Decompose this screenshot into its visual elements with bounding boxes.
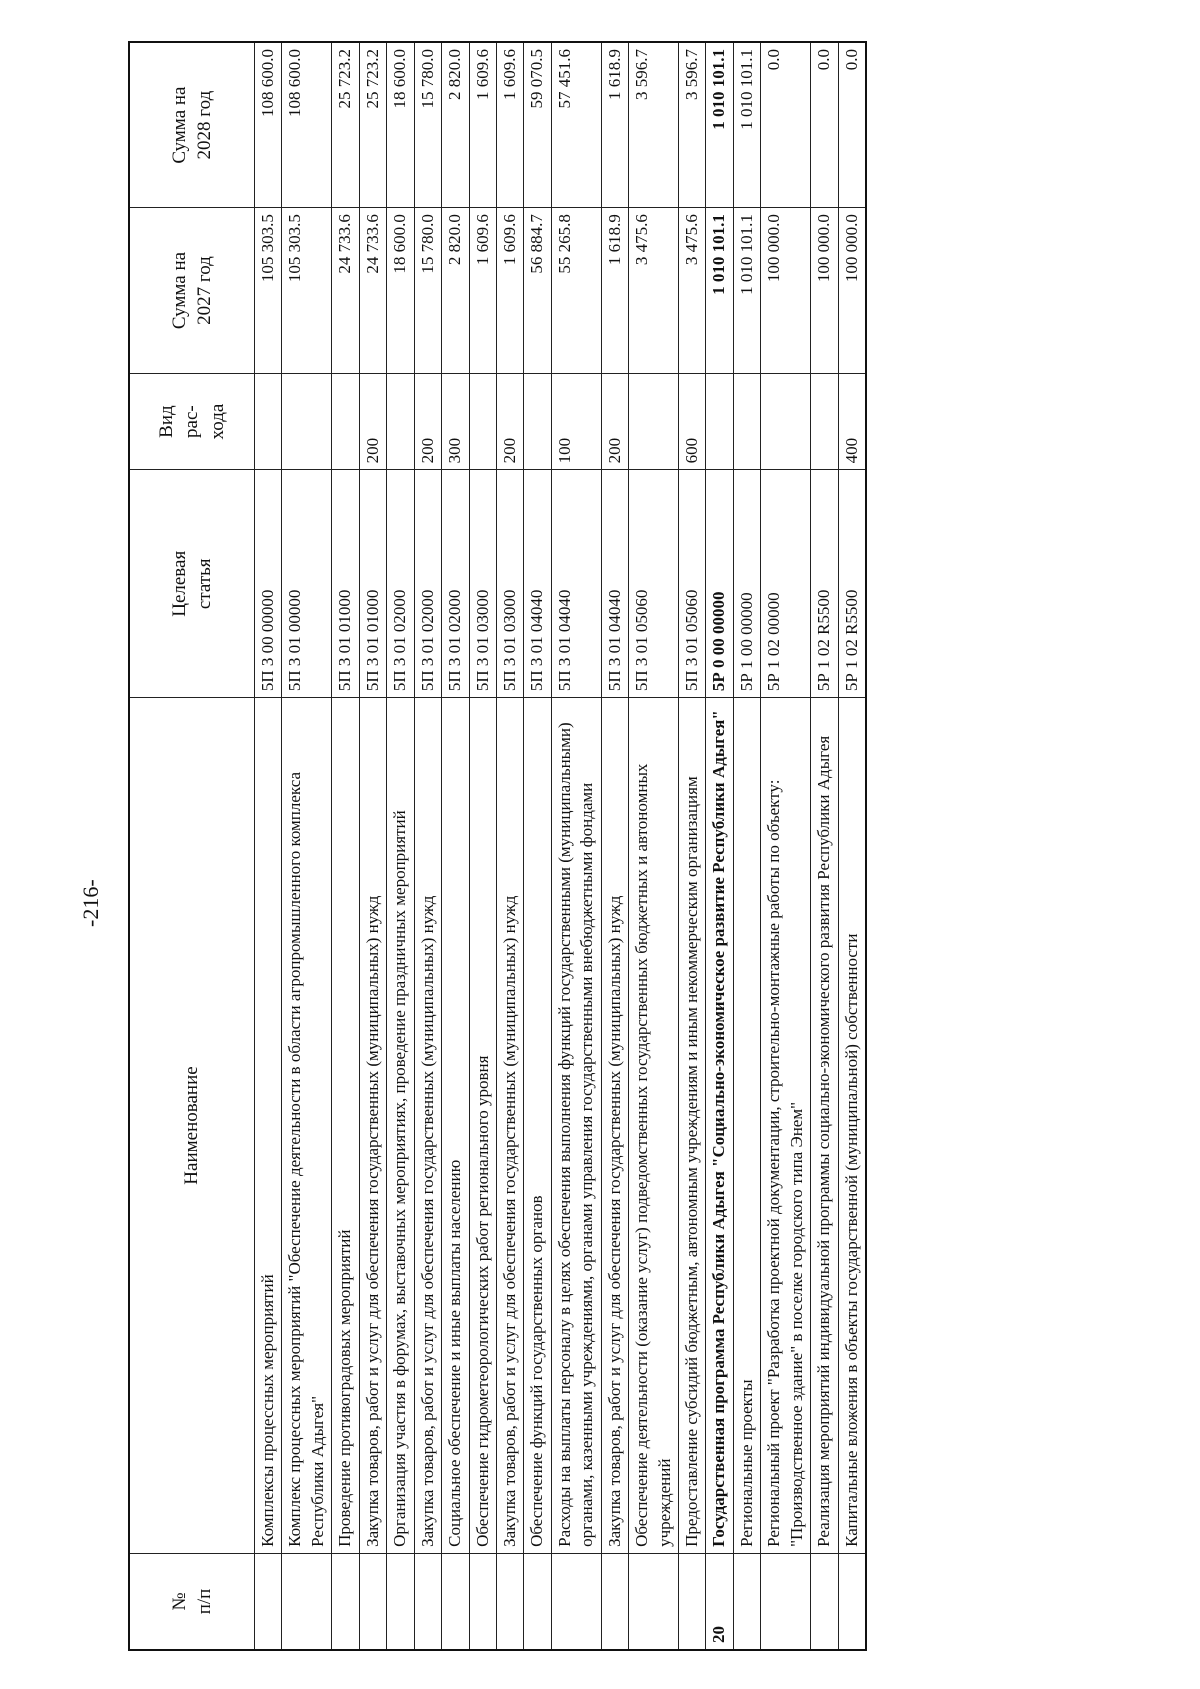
cell-sum-2027: 1 609.6 — [469, 208, 496, 374]
cell-sum-2028: 59 070.5 — [524, 42, 551, 208]
cell-no — [496, 1553, 523, 1650]
cell-no — [332, 1553, 359, 1650]
cell-code: 5П 3 01 02000 — [442, 470, 469, 698]
page-number: -216- — [78, 879, 103, 927]
table-row — [761, 42, 811, 1650]
cell-type — [387, 373, 414, 470]
cell-sum-2028: 1 010 101.1 — [733, 42, 760, 208]
cell-code: 5П 3 01 04040 — [601, 470, 628, 698]
cell-sum-2028: 108 600.0 — [255, 42, 282, 208]
cell-sum-2027: 105 303.5 — [282, 208, 332, 374]
cell-sum-2028: 1 609.6 — [496, 42, 523, 208]
cell-sum-2028: 18 600.0 — [387, 42, 414, 208]
cell-sum-2028: 25 723.2 — [332, 42, 359, 208]
cell-sum-2027: 1 010 101.1 — [706, 208, 733, 374]
cell-name: Расходы на выплаты персоналу в целях обеспечения выполнения функций государственными (муниципальными) органами, казенными учреждениями, органами управления государственными внебюджетными фондами — [551, 698, 601, 1554]
cell-type — [706, 373, 733, 470]
header-name: Наименование — [129, 698, 255, 1554]
cell-sum-2028: 1 609.6 — [469, 42, 496, 208]
cell-sum-2027: 1 010 101.1 — [733, 208, 760, 374]
cell-code: 5Р 1 02 R5500 — [838, 470, 866, 698]
cell-sum-2027: 100 000.0 — [838, 208, 866, 374]
cell-name: Закупка товаров, работ и услуг для обеспечения государственных (муниципальных) нужд — [414, 698, 441, 1554]
cell-no — [442, 1553, 469, 1650]
table-row — [332, 42, 359, 1650]
cell-name: Обеспечение деятельности (оказание услуг) подведомственных государственных бюджетных и автономных учреждений — [629, 698, 679, 1554]
cell-no — [761, 1553, 811, 1650]
cell-name: Государственная программа Республики Адыгея "Социально-экономическое развитие Республики Адыгея" — [706, 698, 733, 1554]
cell-code: 5Р 1 00 00000 — [733, 470, 760, 698]
table-row — [496, 42, 523, 1650]
table-body — [255, 42, 867, 1650]
cell-sum-2028: 15 780.0 — [414, 42, 441, 208]
cell-sum-2027: 3 475.6 — [679, 208, 706, 374]
cell-type: 200 — [359, 373, 386, 470]
cell-no — [601, 1553, 628, 1650]
cell-name: Реализация мероприятий индивидуальной программы социально-экономического развития Республики Адыгея — [811, 698, 838, 1554]
table-row — [387, 42, 414, 1650]
cell-type — [811, 373, 838, 470]
cell-name: Обеспечение гидрометеорологических работ регионального уровня — [469, 698, 496, 1554]
cell-sum-2027: 15 780.0 — [414, 208, 441, 374]
cell-sum-2027: 105 303.5 — [255, 208, 282, 374]
cell-sum-2028: 25 723.2 — [359, 42, 386, 208]
cell-sum-2028: 3 596.7 — [629, 42, 679, 208]
cell-no — [387, 1553, 414, 1650]
cell-type — [761, 373, 811, 470]
cell-sum-2027: 1 609.6 — [496, 208, 523, 374]
cell-sum-2028: 0.0 — [761, 42, 811, 208]
cell-sum-2028: 1 010 101.1 — [706, 42, 733, 208]
header-type: Вид рас- хода — [129, 373, 255, 470]
cell-no — [359, 1553, 386, 1650]
cell-sum-2027: 56 884.7 — [524, 208, 551, 374]
cell-sum-2027: 2 820.0 — [442, 208, 469, 374]
cell-name: Организация участия в форумах, выставочных мероприятиях, проведение праздничных мероприятий — [387, 698, 414, 1554]
cell-type — [733, 373, 760, 470]
table-row — [629, 42, 679, 1650]
cell-code: 5П 3 01 01000 — [359, 470, 386, 698]
cell-type: 400 — [838, 373, 866, 470]
cell-no — [414, 1553, 441, 1650]
table-row — [601, 42, 628, 1650]
table-row — [706, 42, 733, 1650]
cell-code: 5П 3 01 02000 — [387, 470, 414, 698]
cell-name: Комплексы процессных мероприятий — [255, 698, 282, 1554]
table-row — [282, 42, 332, 1650]
cell-type: 300 — [442, 373, 469, 470]
cell-sum-2028: 108 600.0 — [282, 42, 332, 208]
cell-sum-2027: 3 475.6 — [629, 208, 679, 374]
cell-type: 200 — [496, 373, 523, 470]
table-row — [442, 42, 469, 1650]
cell-sum-2027: 18 600.0 — [387, 208, 414, 374]
cell-type: 100 — [551, 373, 601, 470]
header-no: № п/п — [129, 1553, 255, 1650]
cell-name: Обеспечение функций государственных органов — [524, 698, 551, 1554]
header-sum-2027: Сумма на 2027 год — [129, 208, 255, 374]
cell-sum-2028: 0.0 — [811, 42, 838, 208]
header-sum-2028: Сумма на 2028 год — [129, 42, 255, 208]
table-row — [733, 42, 760, 1650]
cell-type — [524, 373, 551, 470]
cell-type — [282, 373, 332, 470]
table-row — [679, 42, 706, 1650]
cell-code: 5П 3 01 03000 — [496, 470, 523, 698]
budget-table — [128, 41, 867, 1651]
cell-name: Капитальные вложения в объекты государственной (муниципальной) собственности — [838, 698, 866, 1554]
cell-type: 600 — [679, 373, 706, 470]
cell-code: 5П 3 01 05060 — [679, 470, 706, 698]
cell-code: 5П 3 01 01000 — [332, 470, 359, 698]
cell-code: 5П 3 01 04040 — [551, 470, 601, 698]
cell-name: Социальное обеспечение и иные выплаты населению — [442, 698, 469, 1554]
cell-no: 20 — [706, 1553, 733, 1650]
table-row — [255, 42, 282, 1650]
table-row — [524, 42, 551, 1650]
cell-sum-2027: 100 000.0 — [811, 208, 838, 374]
cell-sum-2028: 1 618.9 — [601, 42, 628, 208]
cell-type: 200 — [414, 373, 441, 470]
cell-code: 5П 3 01 04040 — [524, 470, 551, 698]
cell-no — [838, 1553, 866, 1650]
cell-sum-2027: 24 733.6 — [332, 208, 359, 374]
cell-type — [629, 373, 679, 470]
cell-no — [282, 1553, 332, 1650]
cell-name: Закупка товаров, работ и услуг для обеспечения государственных (муниципальных) нужд — [359, 698, 386, 1554]
cell-no — [551, 1553, 601, 1650]
cell-no — [733, 1553, 760, 1650]
cell-type — [332, 373, 359, 470]
cell-sum-2028: 57 451.6 — [551, 42, 601, 208]
table-row — [551, 42, 601, 1650]
cell-no — [629, 1553, 679, 1650]
header-code: Целевая статья — [129, 470, 255, 698]
cell-code: 5Р 1 02 00000 — [761, 470, 811, 698]
cell-code: 5П 3 01 05060 — [629, 470, 679, 698]
cell-sum-2027: 24 733.6 — [359, 208, 386, 374]
cell-sum-2027: 1 618.9 — [601, 208, 628, 374]
table-row — [469, 42, 496, 1650]
cell-name: Проведение противоградовых мероприятий — [332, 698, 359, 1554]
cell-sum-2027: 55 265.8 — [551, 208, 601, 374]
cell-name: Закупка товаров, работ и услуг для обеспечения государственных (муниципальных) нужд — [601, 698, 628, 1554]
table-row — [838, 42, 866, 1650]
table-row — [811, 42, 838, 1650]
cell-sum-2027: 100 000.0 — [761, 208, 811, 374]
cell-code: 5П 3 00 00000 — [255, 470, 282, 698]
cell-sum-2028: 0.0 — [838, 42, 866, 208]
cell-no — [469, 1553, 496, 1650]
cell-code: 5Р 0 00 00000 — [706, 470, 733, 698]
cell-no — [811, 1553, 838, 1650]
cell-sum-2028: 3 596.7 — [679, 42, 706, 208]
cell-no — [255, 1553, 282, 1650]
cell-no — [524, 1553, 551, 1650]
table-row — [414, 42, 441, 1650]
cell-sum-2028: 2 820.0 — [442, 42, 469, 208]
cell-name: Закупка товаров, работ и услуг для обеспечения государственных (муниципальных) нужд — [496, 698, 523, 1554]
cell-type — [255, 373, 282, 470]
table-header-row — [129, 42, 255, 1650]
cell-type — [469, 373, 496, 470]
cell-code: 5П 3 01 00000 — [282, 470, 332, 698]
cell-no — [679, 1553, 706, 1650]
cell-code: 5П 3 01 02000 — [414, 470, 441, 698]
cell-type: 200 — [601, 373, 628, 470]
cell-code: 5Р 1 02 R5500 — [811, 470, 838, 698]
cell-name: Комплекс процессных мероприятий "Обеспечение деятельности в области агропромышленного комплекса Республики Адыгея" — [282, 698, 332, 1554]
cell-name: Региональные проекты — [733, 698, 760, 1554]
cell-name: Региональный проект "Разработка проектной документации, строительно-монтажные работы по объекту: "Производственное здание" в поселке городского типа Энем" — [761, 698, 811, 1554]
cell-code: 5П 3 01 03000 — [469, 470, 496, 698]
table-row — [359, 42, 386, 1650]
cell-name: Предоставление субсидий бюджетным, автономным учреждениям и иным некоммерческим организациям — [679, 698, 706, 1554]
